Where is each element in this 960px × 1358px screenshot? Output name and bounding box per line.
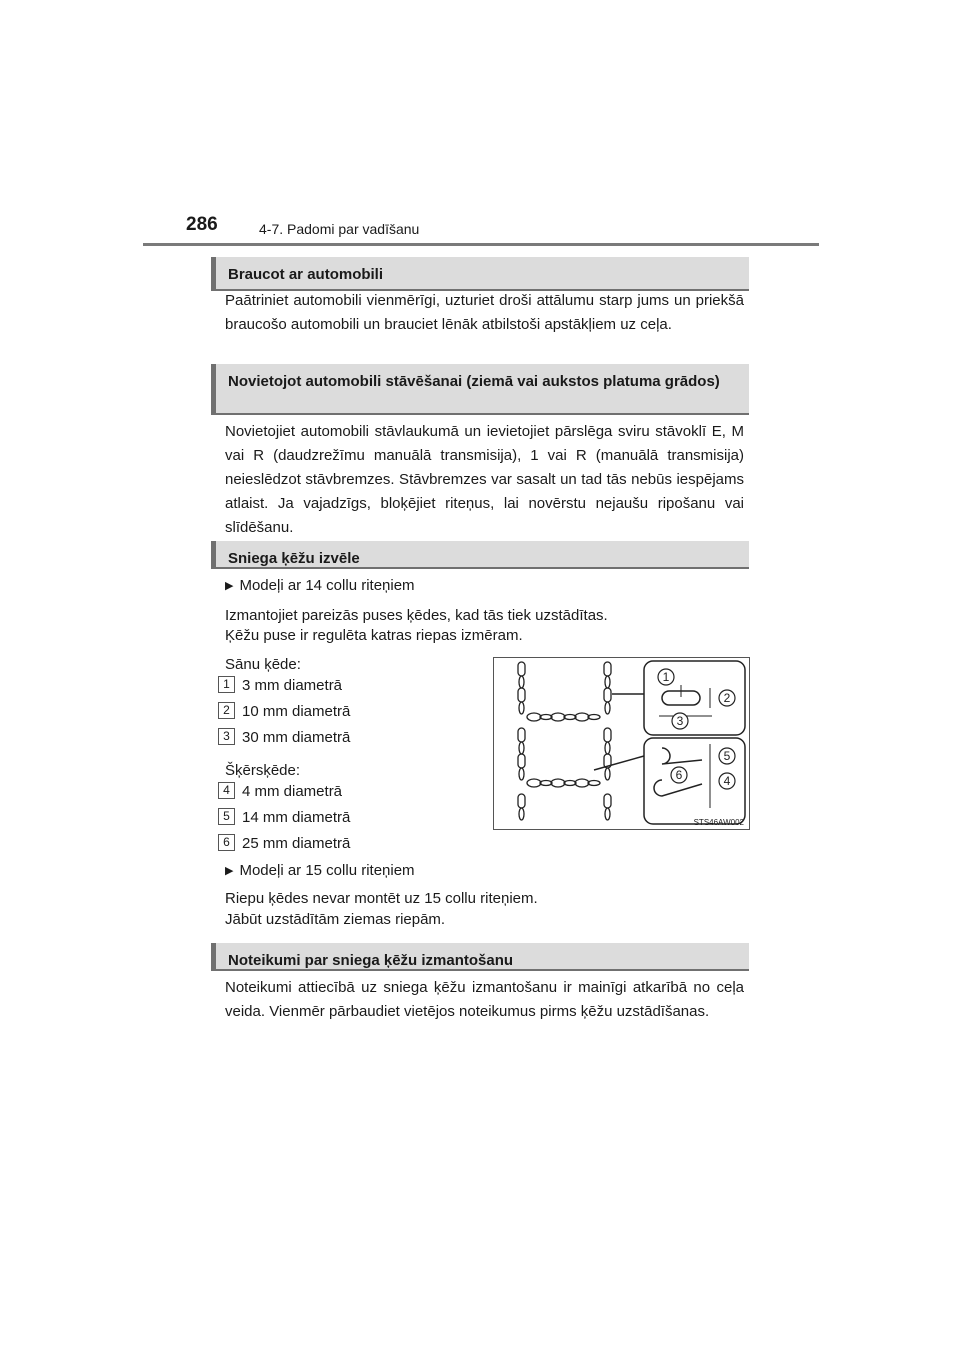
header-divider [143, 243, 819, 246]
model-15-label: Modeļi ar 15 collu riteņiem [239, 862, 415, 879]
vertical-chain-right [604, 662, 611, 820]
section-heading-chain-choice: Sniega ķēžu izvēle [211, 541, 749, 569]
section-text-driving: Paātriniet automobili vienmērīgi, uzturiet droši attālumu starp jums un priekšā braucošo automobili un brauciet lēnāk atbilstoši apstākļiem uz ceļa. [225, 292, 744, 333]
side-chain-item-1: 3 mm diametrā [242, 677, 343, 694]
model-14-heading [225, 576, 415, 597]
cross-chain-item-4: 4 mm diametrā [242, 783, 343, 800]
chain-text-line-1: Izmantojiet pareizās puses ķēdes, kad tās tiek uzstādītas. [225, 607, 608, 624]
figure-code: STS46AW002 [693, 818, 744, 827]
callout-label-1: 1 [662, 670, 670, 684]
callout-label-3: 3 [676, 714, 684, 728]
section-heading-chain-rules: Noteikumi par sniega ķēžu izmantošanu [211, 943, 749, 971]
snow-chain-figure [493, 657, 750, 830]
side-chain-item-2: 10 mm diametrā [242, 703, 351, 720]
cross-chain-item-5: 14 mm diametrā [242, 809, 351, 826]
callout-label-4: 4 [723, 774, 731, 788]
model-15-text-1: Riepu ķēdes nevar montēt uz 15 collu riteņiem. [225, 890, 538, 907]
item-number-1: 1 [218, 676, 235, 693]
callout-label-6: 6 [675, 768, 683, 782]
snow-chain-illustration [494, 658, 749, 829]
section-text-chain-rules: Noteikumi attiecībā uz sniega ķēžu izmantošanu ir mainīgi atkarībā no ceļa veida. Vienmēr pārbaudiet vietējos noteikumus pirms ķēžu uzstādīšanas. [225, 979, 744, 1020]
item-number-3: 3 [218, 728, 235, 745]
side-chain-label: Sānu ķēde: [225, 656, 301, 673]
section-text-parking: Novietojiet automobili stāvlaukumā un ievietojiet pārslēga sviru stāvoklī E, M vai R (daudzrežīmu manuālā transmisija), 1 vai R (manuālā transmisija) neieslēdzot stāvbremzes. Stāvbremzes var sasalt un tad tās nebūs iespējams atlaist. Ja vajadzīgs, bloķējiet riteņus, lai novērstu nejaušu ripošanu vai slīdēšanu. [225, 423, 744, 536]
vertical-chain-left [518, 662, 525, 820]
triangle-bullet-icon: ▶ [225, 580, 234, 592]
chain-text-line-2: Ķēžu puse ir regulēta katras riepas izmēram. [225, 627, 523, 644]
section-heading-parking: Novietojot automobili stāvēšanai (ziemā vai aukstos platuma grādos) [211, 364, 749, 415]
cross-chain-bottom [527, 779, 600, 787]
model-14-label: Modeļi ar 14 collu riteņiem [239, 577, 415, 594]
item-number-5: 5 [218, 808, 235, 825]
triangle-bullet-icon: ▶ [225, 865, 234, 877]
item-number-6: 6 [218, 834, 235, 851]
side-chain-item-3: 30 mm diametrā [242, 729, 351, 746]
item-number-2: 2 [218, 702, 235, 719]
item-number-4: 4 [218, 782, 235, 799]
chapter-title: 4-7. Padomi par vadīšanu [259, 221, 420, 237]
callout-label-2: 2 [723, 691, 731, 705]
model-15-text-2: Jābūt uzstādītām ziemas riepām. [225, 911, 446, 928]
callout-label-5: 5 [723, 749, 731, 763]
cross-chain-item-6: 25 mm diametrā [242, 835, 351, 852]
cross-chain-top [527, 713, 600, 721]
page-number: 286 [186, 214, 218, 235]
callout-line-bottom [594, 756, 644, 770]
section-heading-driving: Braucot ar automobili [211, 257, 749, 291]
cross-chain-label: Šķērsķēde: [225, 762, 301, 779]
model-15-heading [225, 861, 415, 882]
